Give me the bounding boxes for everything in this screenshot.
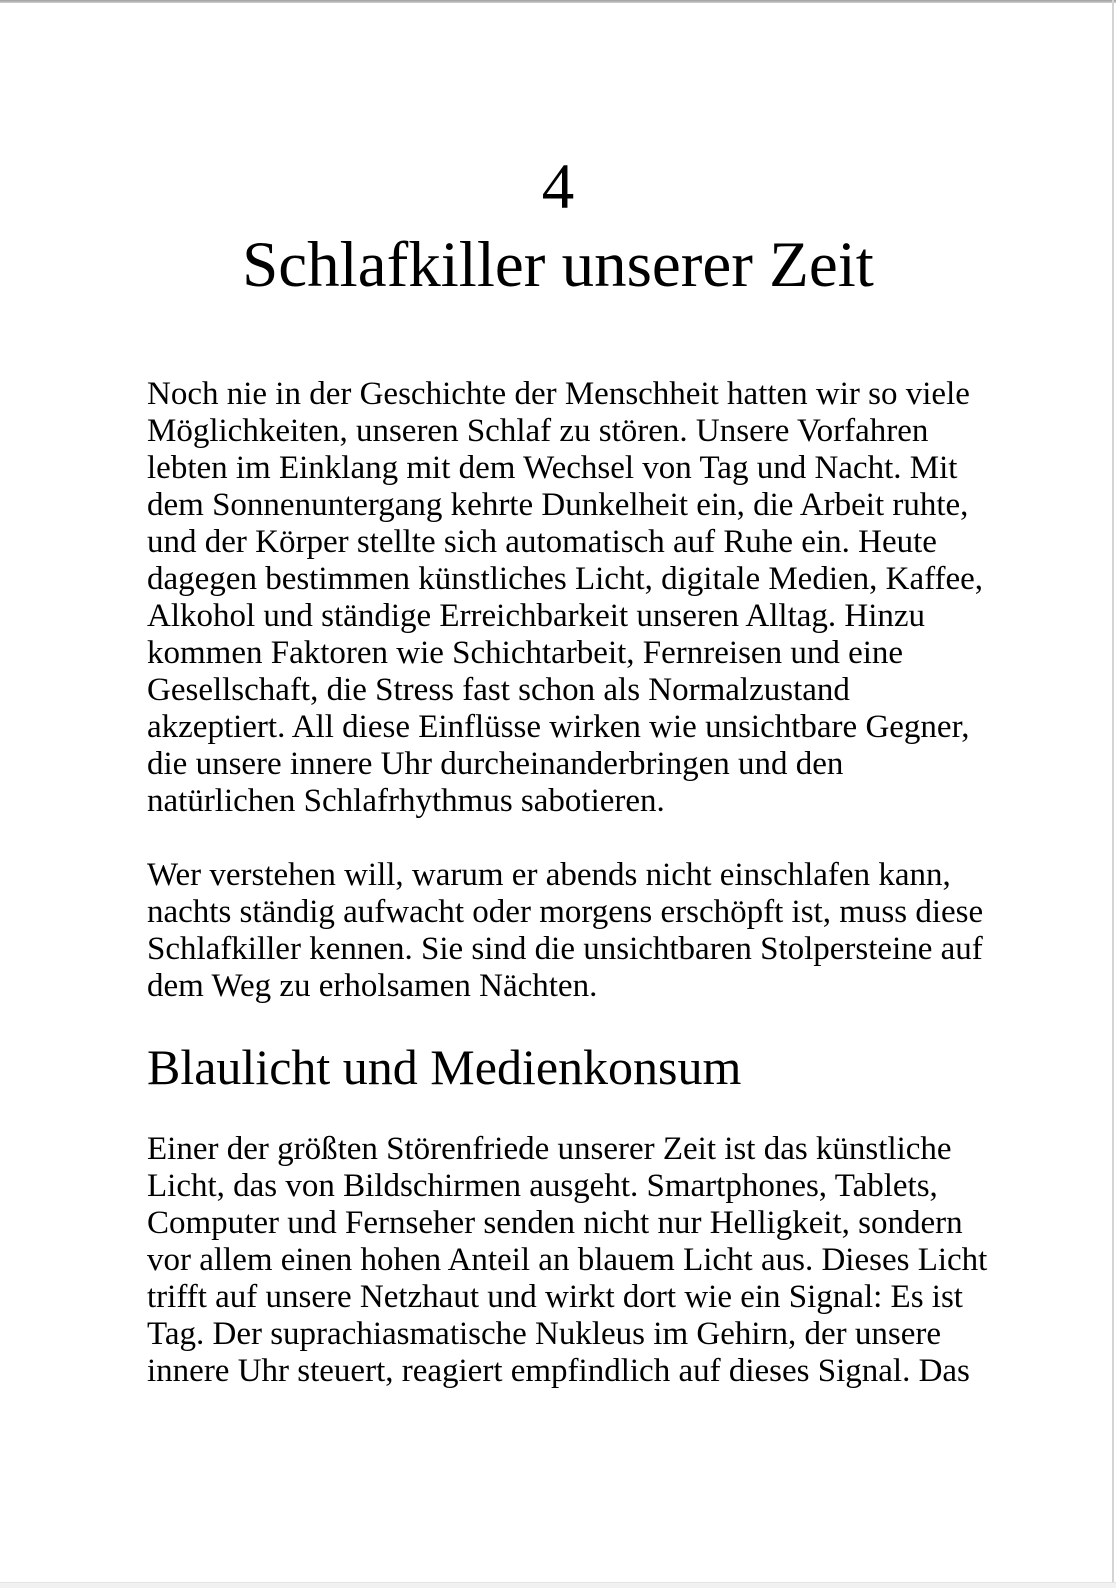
page-right-edge	[1112, 0, 1114, 1588]
intro-paragraph-1	[147, 376, 984, 820]
text-line: nachts ständig aufwacht oder morgens erschöpft ist, muss diese	[147, 894, 984, 930]
section-heading: Blaulicht und Medienkonsum	[147, 1039, 742, 1095]
chapter-title: Schlafkiller unserer Zeit	[242, 229, 874, 301]
text-line: natürlichen Schlafrhythmus sabotieren.	[147, 783, 665, 819]
text-line: dem Weg zu erholsamen Nächten.	[147, 968, 598, 1004]
text-line: Tag. Der suprachiasmatische Nukleus im Gehirn, der unsere	[147, 1316, 942, 1352]
text-line: Möglichkeiten, unseren Schlaf zu stören. Unsere Vorfahren	[147, 413, 929, 449]
text-line: kommen Faktoren wie Schichtarbeit, Fernreisen und eine	[147, 635, 904, 671]
text-line: dem Sonnenuntergang kehrte Dunkelheit ein, die Arbeit ruhte,	[147, 487, 969, 523]
text-line: und der Körper stellte sich automatisch auf Ruhe ein. Heute	[147, 524, 937, 560]
text-line: Noch nie in der Geschichte der Menschheit hatten wir so viele	[147, 376, 970, 412]
text-line: Alkohol und ständige Erreichbarkeit unseren Alltag. Hinzu	[147, 598, 926, 634]
intro-paragraph-2	[147, 857, 984, 1005]
page-content	[147, 0, 988, 1390]
page-bottom-edge	[0, 1582, 1116, 1588]
text-line: Computer und Fernseher senden nicht nur Helligkeit, sondern	[147, 1205, 963, 1241]
text-line: Gesellschaft, die Stress fast schon als Normalzustand	[147, 672, 850, 708]
text-line: innere Uhr steuert, reagiert empfindlich auf dieses Signal. Das	[147, 1353, 970, 1389]
text-line: Einer der größten Störenfriede unserer Zeit ist das künstliche	[147, 1131, 952, 1167]
text-line: die unsere innere Uhr durcheinanderbringen und den	[147, 746, 844, 782]
text-line: vor allem einen hohen Anteil an blauem Licht aus. Dieses Licht	[147, 1242, 988, 1278]
text-line: lebten im Einklang mit dem Wechsel von Tag und Nacht. Mit	[147, 450, 958, 486]
text-line: Schlafkiller kennen. Sie sind die unsichtbaren Stolpersteine auf	[147, 931, 983, 967]
text-line: trifft auf unsere Netzhaut und wirkt dort wie ein Signal: Es ist	[147, 1279, 963, 1315]
chapter-number: 4	[541, 151, 575, 223]
section-paragraph-1	[147, 1131, 988, 1390]
text-line: Wer verstehen will, warum er abends nicht einschlafen kann,	[147, 857, 951, 893]
text-line: akzeptiert. All diese Einflüsse wirken wie unsichtbare Gegner,	[147, 709, 970, 745]
text-line: Licht, das von Bildschirmen ausgeht. Smartphones, Tablets,	[147, 1168, 938, 1204]
text-line: dagegen bestimmen künstliches Licht, digitale Medien, Kaffee,	[147, 561, 984, 597]
